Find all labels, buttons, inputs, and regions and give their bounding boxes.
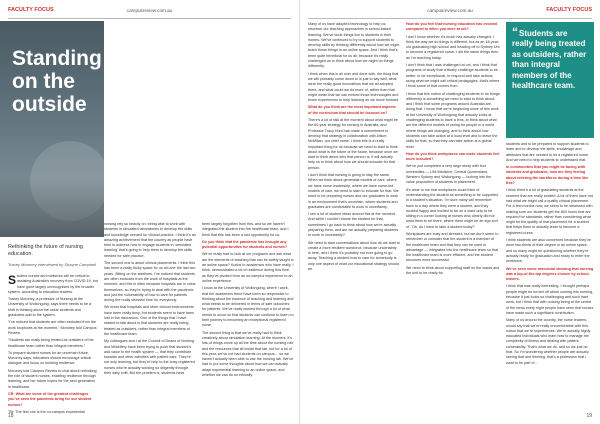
paragraph: students and to be prepared to support students to learn and to develop the skills, knowledge and attributes that are needed to be a registered nurse. And we need to help students to understand that. xyxy=(506,142,590,162)
question: In communities that you might be facing with students and graduates, how are they feeling about entering the workforce during a time like this? xyxy=(506,165,589,186)
paragraph: We need to start conversations about how do we start to create a more resilient workforce, because uncertainty is here, and I think it’s probably not ever going to go away. Teaching a student how to care for somebody is only one aspect of what our educational strategy should be. xyxy=(308,240,400,272)
article-column-4 xyxy=(308,22,400,414)
paragraph: Tracey Moroney, a professor of Nursing at the University of Wollongong, says there needs to be a shift in thinking about the value students and graduates add to the system. xyxy=(8,297,92,318)
paragraph: I think there’s a lot of graduating students at the moment that are really excited. A lot of them have not had what we might call a quality clinical placement. For a few months now, we seem to be obsessed with making sure our students get the 800 hours that are required for standards, rather than considering what might be the quality of that placement for a student that helps them to actually learn to become a registered nurse. xyxy=(506,188,593,235)
question: How do you think workplaces can make students feel more included? xyxy=(406,151,500,162)
paragraph: I don’t know whether it’s much has actually changed, I think the way we do things is different, but as an 18-year-old graduating high school and heading off to Sydney Uni to become a registered nurse, I did the same things then as I’m teaching today. xyxy=(406,34,500,60)
page-number: 18 xyxy=(8,413,14,419)
paragraph: Workplaces are busy and stressful, but we don’t seem to remember or consider that the student is a member of the healthcare team and that they can be used to advantage — integrated into the healthcare team so that the healthcare team is more efficient, and the student becomes more successful. xyxy=(406,231,499,263)
question: How do you feel that nursing education has evolved compared to when you were at uni? xyxy=(406,22,498,32)
page-number: 19 xyxy=(586,413,592,419)
right-page xyxy=(300,0,600,424)
paragraph: nursing rely so heavily on: being able to work with students in simulated laboratories to develop the skills and knowledge needed for clinical practice. I think it’s an amazing achievement that the country as people have tried to address how to engage students in ‘simulated learning’ that’s going to help them to develop the skills needed for safe practice. xyxy=(104,222,196,258)
left-running-head xyxy=(8,7,291,15)
paragraph: I don’t think that I was challenged at uni, and I think that programs of study that critically challenge students to be better, to be exceptional, to respond and take actions, using what we might call critical pedagogies, that’s where I think some of that comes from. xyxy=(406,63,500,89)
article-column-1 xyxy=(8,274,98,414)
hero-image xyxy=(0,21,104,237)
paragraph: been largely forgotten from this, and so we haven’t integrated the student into the healthcare team, and I think that this has been a lost opportunity for us. xyxy=(202,222,289,237)
paragraph: I know at the University of Wollongong, where I work, that the academics there have been so responsive to thinking about the essence of teaching and learning and what needs to be delivered in terms of safe outcomes for patients. We’ve really worked through a lot of what needs to occur so that students can continue to learn on their journey to becoming an exceptional registered nurse. xyxy=(202,286,294,328)
paragraph: I think that this notion of challenging students to do things differently is something we need to start to think about, and I think that some programs around Australia are doing that. I know that we’re beginning some of this work at the University of Wollongong that actually looks at challenging students to have a lens, to think about what are the different models of caring for people in a world where things are changing, and to think about how students can take action at a local level and to leave the skills for that, so that they can take action at a global level. xyxy=(406,91,500,149)
paragraph: It’s clear to me that workplaces could think of understanding the student as something to be supported in a student’s situation. I’m sure many will remember back to a day where they were a student, and they worked happy and excited to be on a ward only to be sitting in a corner looking at nurses who clearly did not want them to be there, where there might be an ego sort of, ‘Oh, do I have to take a student today?’ xyxy=(406,187,499,229)
paragraph: Many of us around the country, the nurse leaders, would say that we’re really uncomfortable with this notion that we’re superheroes. We’re actually highly educated individuals who learn how to manage the complexity of illness and dealing with patient vulnerability. That’s what we do, and so we just do that. So I’m wondering whether people are actually seeing that and thinking, that’s a profession that I want to be part of… xyxy=(506,318,591,365)
paragraph: To prepare student nurses for an uncertain future, Moroney says, educators should encourage critical dialogue and focus on building resilience. xyxy=(8,350,92,366)
paragraph: We need to think about supporting staff on the wards and the unit to be ready for xyxy=(406,265,500,276)
paragraph: Many of us have adopted technology to help us structure our teaching approaches in school-based learning. We’ve done things live to students in their homes. We’ve continued to try to support students to develop skills by thinking differently about how we might teach those things in an online space. And I think that’s been quite beneficial for us all, because it’s really challenged us to think about how we might do things differently. xyxy=(308,22,400,69)
paragraph: I think that was really interesting. I thought perhaps people might be turned off about coming into nursing, because it just looks so challenging and such hard work, but I think that with nursing being at the centre of the news every night people have seen that nurses have made such a significant contribution. xyxy=(506,284,594,315)
article-column-3 xyxy=(202,222,294,414)
paragraph: I see a lot of student ideas around this at the moment. And while I couldn’t blame the student for that, sometimes I go back to think about how we’re actually preparing them, and are we actually preparing students to work in uncertainty? xyxy=(308,212,399,238)
drop-cap: S xyxy=(8,274,17,287)
site-url: campusreview.com.au xyxy=(126,8,173,13)
paragraph: tudent nurses and midwives will be critical to assisting Australia’s recovery from COVID-19, but have gone largely unrecognised by the broader system, according to education leaders. xyxy=(8,274,98,294)
site-url: campusreview.com.au xyxy=(427,8,473,13)
header-rule xyxy=(8,18,291,19)
page-title: Standing on the outside xyxy=(12,47,102,116)
article-column-6 xyxy=(506,142,594,414)
paragraph: There’s a lot of talk at the moment about what might be the 60-year strategy for nursing in Australia, and Professor Tracy Hunt has made a commitment to develop that strategy in collaboration with Alison McMillan, our chief nurse. I think this is a really important thing for us because we need to start to think about what is the future of the future, because once we start to think about who that person is, it will actually help us to think about how we should educate for that person. xyxy=(308,118,398,170)
paragraph: We know that hospitals and other clinical environments have been really busy, but students seem to have been lost in the discussion. One of the things that I have started to talk about is that students are really being treated as outsiders, rather than integral members of the healthcare team. xyxy=(104,305,195,336)
paragraph: I think when this is all over and done with, the thing that we will probably come down to is just to say well, what were the really good innovations that we all adopted there, and what could we do more of, rather than that might mean that we can embed those technologies and those experiences to help learning as we move forward. xyxy=(308,71,400,103)
paragraph: “Students are really being treated as outsiders of the healthcare team rather than integral members.” xyxy=(8,338,94,348)
article-column-5 xyxy=(406,22,500,414)
paragraph: The second thing is that we’ve really had to think creatively about simulation learning. At the moment, it’s lots of things come up all the time about the nursing role and the resources that sit inside that lab, but for a lot of this year, we’ve not had students on campus… so we haven’t actually been able to use the nursing lab. We’ve had to put some thoughts about how we can actually adapt experiential learning to an online space, and whether we can do so ethically. xyxy=(202,330,294,378)
question: What do you think are the most important aspects of the curriculum that should be focused on? xyxy=(308,105,396,115)
question: CR: What are some of the greatest challenges you’ve seen the pandemic bring for our student nurses? xyxy=(8,391,92,407)
pull-quote xyxy=(506,22,594,138)
right-running-head xyxy=(308,7,592,15)
question: We’ve seen some anecdotal showing that nursing was a top-of-the-top degrees chosen by school-leavers. xyxy=(506,266,594,282)
paragraph: We’ve just completed a very large study with four universities — UNI Medicine, Central Queensland, Western Sydney and Wollongong — looking into the value proposition of students in placement. xyxy=(406,164,492,185)
standfirst: Rethinking the future of nursing education. xyxy=(8,244,83,257)
header-rule xyxy=(308,18,592,19)
paragraph: I think students are also concerned because they’ve done two-thirds of their degree in an online space, and so many might be questioning whether they’re actually ready for graduation and ready to enter the workforce. xyxy=(506,238,591,264)
paragraph: We’ve really had to look at our programs and ask what are the elements of teaching that can be safely taught in an online space? Kudos to academics who have really, I think, demonstrated a lot of resilience during this time as they’ve pivoted from an on-campus experience to an online experience. xyxy=(202,252,294,283)
paragraph: The second one is about clinical placements. I think this has been a really tricky space for us all over the last two years. Sitting on the sidelines, I’ve noticed that students are often excluded from the work of hospitals at the moment, and this is often because hospitals are in crisis themselves, so they’re trying to deal with the pandemic and just the vulnerability of how to care for patients during the really stressful time for everybody. xyxy=(104,261,196,303)
paragraph: I don’t think that nursing is going to stay the same. When we think about generalist models of care, where we have nurse leadership, where we have nurse-led models of care, we need to start to educate for that. We need to be preparing nurses and our graduates to work in an environment that’s uncertain, where students and graduates are comfortable to work in uncertainty. xyxy=(308,173,399,209)
section-label: FACULTY FOCUS xyxy=(8,7,54,13)
byline: Tracey Moroney interviewed by Shayne Campbell xyxy=(8,262,96,267)
pull-quote-text: Students are really being treated as outsiders, rather than integral members of the healthcare team. xyxy=(512,29,587,91)
paragraph: TM: The first one is the on-campus experiential xyxy=(8,409,85,414)
quote-mark-icon: “ xyxy=(512,25,518,39)
section-label: FACULTY FOCUS xyxy=(546,7,592,13)
question: Do you think that the pandemic has brought any potential opportunities for students and nurses? xyxy=(202,239,288,250)
paragraph: My colleagues and I at the Council of Deans of Nursing and Midwifery have been trying to push that student’s add value to the health system — that they contribute towards and other activities with patient care. They’re not only learning, but they’re help to the busy registered nurses who’re actually working so diligently through their daily shift. But the problem is, students have xyxy=(104,339,195,376)
paragraph: Moroney told Campus Review to chat about rethinking the role of student nurses, enabling resilience through learning, and her future hopes for the next generation in healthcare. xyxy=(8,368,97,389)
paragraph: “I’ve noticed that students are often excluded from the work loopholes at the moment,” Moroney told Campus Review. xyxy=(8,320,97,335)
article-column-2 xyxy=(104,222,196,414)
